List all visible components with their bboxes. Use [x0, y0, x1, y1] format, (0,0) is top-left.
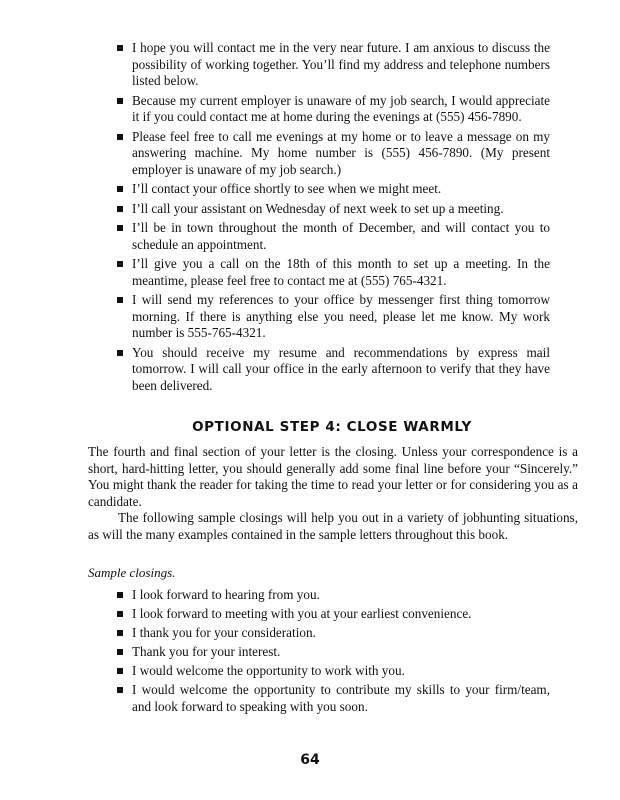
- list-item: I’ll call your assistant on Wednesday of next week to set up a meeting.: [116, 201, 550, 218]
- section-heading: OPTIONAL STEP 4: CLOSE WARMLY: [192, 419, 472, 435]
- sample-closings-label: Sample closings.: [88, 565, 176, 580]
- list-item: Please feel free to call me evenings at my home or to leave a message on my answering machine. My home number is (555) 456-7890. (My present employer is unaware of my job search.): [116, 129, 550, 179]
- list-item: Because my current employer is unaware of my job search, I would appreciate it if you could contact me at home during the evenings at (555) 456-7890.: [116, 93, 550, 126]
- body-paragraph: The fourth and final section of your letter is the closing. Unless your correspondence is a short, hard-hitting letter, you should generally add some final line before your “Sincerely.” You might thank the reader for taking the time to read your letter or for considering you as a candidate.: [88, 444, 578, 509]
- list-item: I’ll be in town throughout the month of December, and will contact you to schedule an appointment.: [116, 220, 550, 253]
- list-item: I would welcome the opportunity to work with you.: [116, 663, 550, 680]
- list-item: I hope you will contact me in the very near future. I am anxious to discuss the possibility of working together. You’ll find my address and telephone numbers listed below.: [116, 40, 550, 90]
- page-number: 64: [300, 752, 320, 768]
- list-item: You should receive my resume and recommendations by express mail tomorrow. I will call your office in the early afternoon to verify that they have been delivered.: [116, 345, 550, 395]
- body-paragraph: The following sample closings will help you out in a variety of jobhunting situations, as will the many examples contained in the sample letters throughout this book.: [88, 510, 578, 542]
- list-item: Thank you for your interest.: [116, 644, 550, 661]
- list-item: I look forward to meeting with you at your earliest convenience.: [116, 606, 550, 623]
- sample-closings-list: [116, 587, 550, 718]
- list-item: I will send my references to your office by messenger first thing tomorrow morning. If there is anything else you need, please let me know. My work number is 555-765-4321.: [116, 292, 550, 342]
- list-item: I thank you for your consideration.: [116, 625, 550, 642]
- list-item: I’ll contact your office shortly to see when we might meet.: [116, 181, 550, 198]
- sample-closing-lines-list: [116, 40, 550, 397]
- list-item: I would welcome the opportunity to contribute my skills to your firm/team, and look forward to speaking with you soon.: [116, 682, 550, 715]
- list-item: I’ll give you a call on the 18th of this month to set up a meeting. In the meantime, please feel free to contact me at (555) 765-4321.: [116, 256, 550, 289]
- list-item: I look forward to hearing from you.: [116, 587, 550, 604]
